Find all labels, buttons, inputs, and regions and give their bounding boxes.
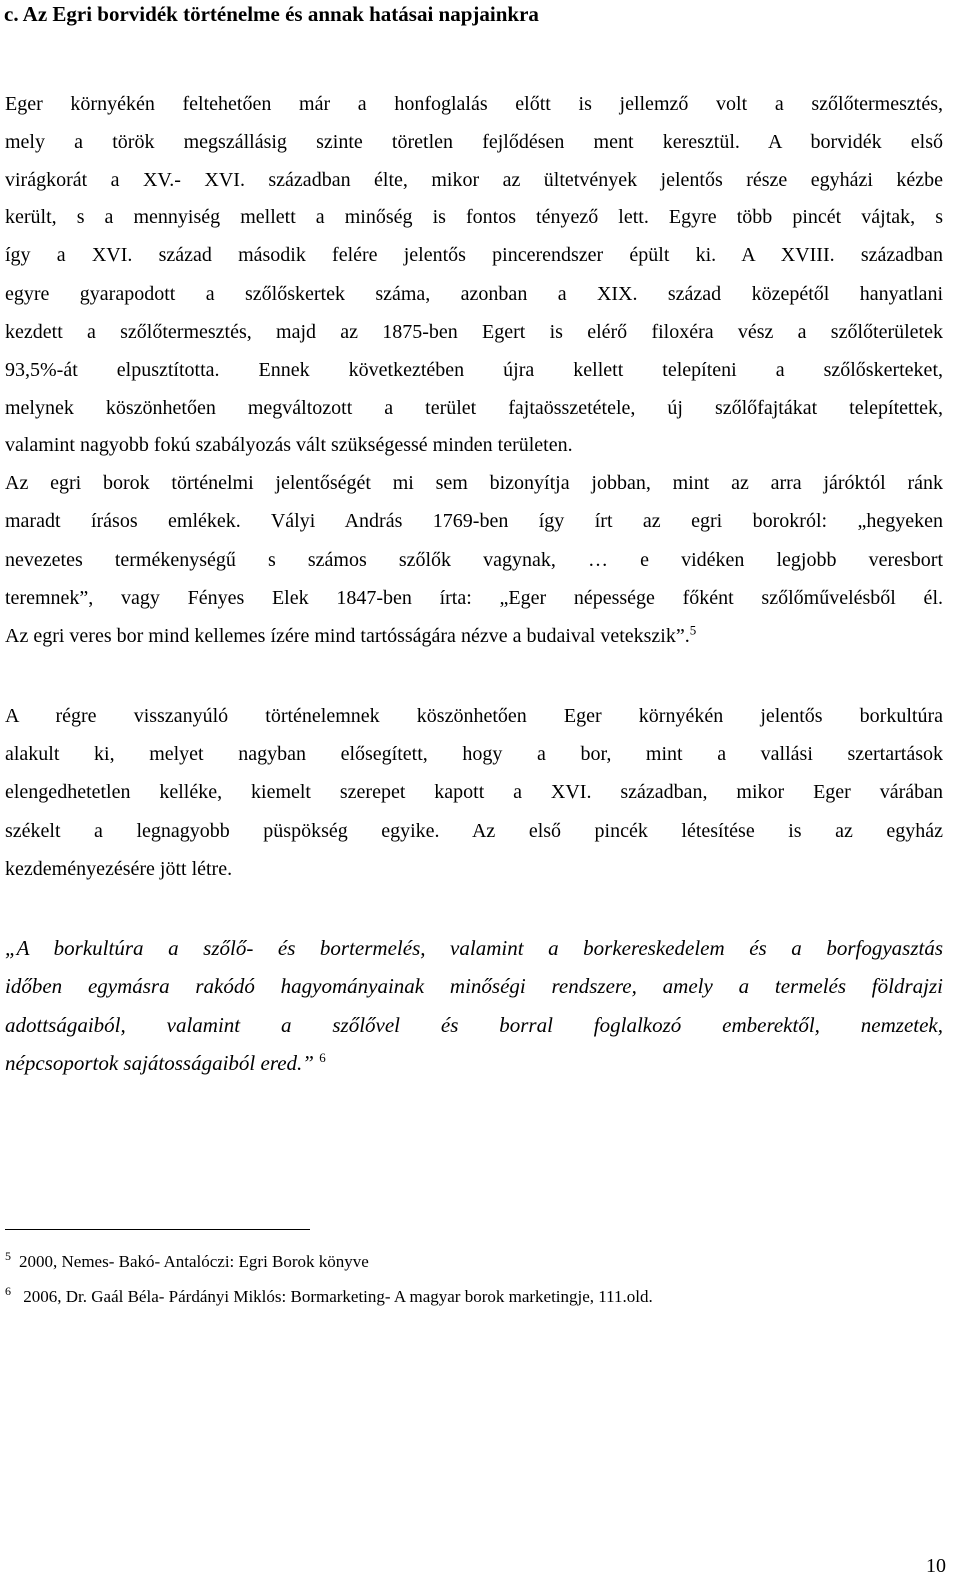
paragraph-3-line: alakult ki, melyet nagyban elősegített, hogy a bor, mint a vallási szertartások xyxy=(5,743,943,765)
section-heading: c. Az Egri borvidék történelme és annak hatásai napjainkra xyxy=(4,2,539,26)
paragraph-1-line: 93,5%-át elpusztította. Ennek következtében újra kellett telepíteni a szőlőskerteket, xyxy=(5,359,943,381)
paragraph-1-line: kezdett a szőlőtermesztés, majd az 1875-ben Egert is elérő filoxéra vész a szőlőterületek xyxy=(5,321,943,343)
paragraph-3-line: kezdeményezésére jött létre. xyxy=(5,858,233,880)
paragraph-1-line: Eger környékén feltehetően már a honfoglalás előtt is jellemző volt a szőlőtermesztés, xyxy=(5,93,943,115)
quote-last-text: népcsoportok sajátosságaiból ered.” xyxy=(5,1051,314,1075)
paragraph-1-line: került, s a mennyiség mellett a minőség is fontos tényező lett. Egyre több pincét vájtak, s xyxy=(5,206,943,228)
paragraph-2-line: maradt írásos emlékek. Vályi András 1769-ben így írt az egri borokról: „hegyeken xyxy=(5,510,943,532)
paragraph-1-line: valamint nagyobb fokú szabályozás vált szükségessé minden területen. xyxy=(5,434,573,456)
paragraph-2-last-text: Az egri veres bor mind kellemes ízére mind tartósságára nézve a budaival vetekszik”. xyxy=(5,625,690,647)
paragraph-3-line: székelt a legnagyobb püspökség egyike. Az első pincék létesítése is az egyház xyxy=(5,820,943,842)
paragraph-1-line: mely a török megszállásig szinte töretlen fejlődésen ment keresztül. A borvidék első xyxy=(5,131,943,153)
paragraph-1-line: virágkorát a XV.- XVI. században élte, mikor az ültetvények jelentős része egyházi kézbe xyxy=(5,169,943,191)
paragraph-1-line: egyre gyarapodott a szőlőskertek száma, azonban a XIX. század közepétől hanyatlani xyxy=(5,283,943,305)
footnote-number: 6 xyxy=(5,1284,11,1299)
paragraph-2-line: teremnek”, vagy Fényes Elek 1847-ben írta: „Eger népessége főként szőlőművelésből él. xyxy=(5,587,943,609)
paragraph-1-line: melynek köszönhetően megváltozott a terület fajtaösszetétele, új szőlőfajtákat telepítettek, xyxy=(5,397,943,419)
page-number: 10 xyxy=(926,1555,946,1577)
footnote-ref-6[interactable]: 6 xyxy=(319,1050,326,1065)
quote-line: időben egymásra rakódó hagyományainak minőségi rendszere, amely a termelés földrajzi xyxy=(5,974,943,998)
footnote-text: 2006, Dr. Gaál Béla- Párdányi Miklós: Bormarketing- A magyar borok marketingje, 111.old. xyxy=(19,1287,653,1306)
paragraph-2-line xyxy=(5,623,943,649)
footnote-5 xyxy=(5,1251,369,1273)
paragraph-1-line: így a XVI. század második felére jelentős pincerendszer épült ki. A XVIII. században xyxy=(5,244,943,266)
footnote-separator xyxy=(5,1229,310,1230)
footnote-number: 5 xyxy=(5,1249,11,1264)
paragraph-3-line: elengedhetetlen kelléke, kiemelt szerepet kapott a XVI. században, mikor Eger várában xyxy=(5,781,943,803)
footnote-text: 2000, Nemes- Bakó- Antalóczi: Egri Borok könyve xyxy=(19,1252,369,1271)
footnote-ref-5[interactable]: 5 xyxy=(689,622,697,638)
paragraph-2-line: Az egri borok történelmi jelentőségét mi sem bizonyítja jobban, mint az arra járóktól ránk xyxy=(5,472,943,494)
quote-line: adottságaiból, valamint a szőlővel és borral foglalkozó emberektől, nemzetek, xyxy=(5,1013,943,1037)
quote-line xyxy=(5,1050,943,1076)
paragraph-2-line: nevezetes termékenységű s számos szőlők vagynak, … e vidéken legjobb veresbort xyxy=(5,549,943,571)
footnote-6 xyxy=(5,1286,653,1308)
paragraph-3-line: A régre visszanyúló történelemnek köszönhetően Eger környékén jelentős borkultúra xyxy=(5,705,943,727)
quote-line: „A borkultúra a szőlő- és bortermelés, valamint a borkereskedelem és a borfogyasztás xyxy=(5,936,943,960)
